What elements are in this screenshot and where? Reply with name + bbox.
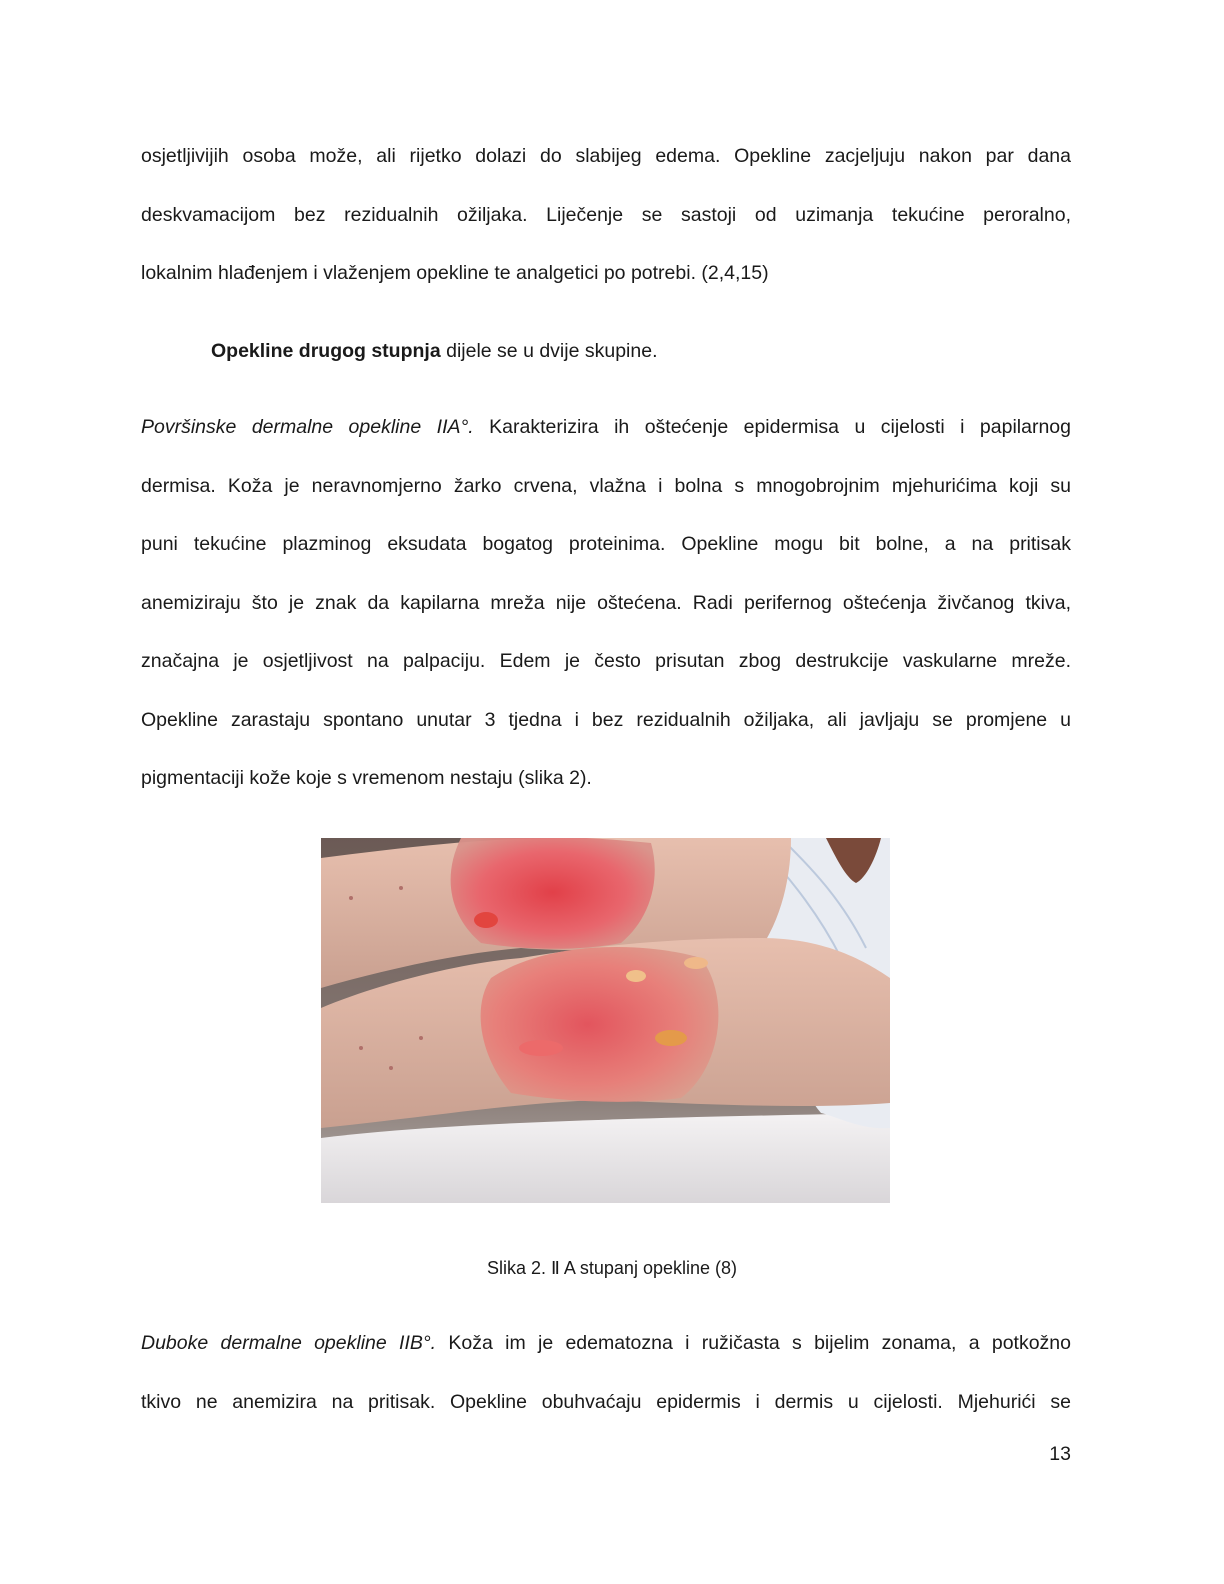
line-text: Koža im je edematozna i ružičasta s bijelim zonama, a potkožno [436, 1332, 1071, 1354]
page-number: 13 [1049, 1443, 1071, 1465]
line-text: Karakterizira ih oštećenje epidermisa u cijelosti i papilarnog [473, 416, 1071, 438]
text-line: deskvamacijom bez rezidualnih ožiljaka. Liječenje se sastoji od uzimanja tekućine peroralno, [141, 203, 1071, 226]
paragraph-second-degree-intro [211, 322, 1071, 381]
text-line [211, 322, 1071, 381]
text-line: pigmentaciji kože koje s vremenom nestaju (slika 2). [141, 767, 592, 789]
text-line: osjetljivijih osoba može, ali rijetko dolazi do slabijeg edema. Opekline zacjeljuju nakon par dana [141, 145, 1071, 167]
text-line [141, 398, 1071, 457]
text-line: puni tekućine plazminog eksudata bogatog proteinima. Opekline mogu bit bolne, a na pritisak [141, 533, 1071, 555]
burn-photo-illustration [321, 838, 890, 1203]
italic-term: Površinske dermalne opekline IIA°. [141, 416, 474, 438]
intro-text: dijele se u dvije skupine. [440, 340, 658, 362]
bold-heading: Opekline drugog stupnja [211, 340, 441, 362]
text-line [141, 1314, 1071, 1373]
italic-term: Duboke dermalne opekline IIB°. [141, 1332, 437, 1354]
text-line: Opekline zarastaju spontano unutar 3 tjedna i bez rezidualnih ožiljaka, ali javljaju se promjene u [141, 708, 1071, 731]
paragraph-superficial-dermal-burns [141, 398, 1071, 808]
text-line: lokalnim hlađenjem i vlaženjem opekline te analgetici po potrebi. (2,4,15) [141, 262, 769, 284]
figure-burn-photo [321, 838, 890, 1203]
text-line: anemiziraju što je znak da kapilarna mreža nije oštećena. Radi perifernog oštećenja živčanog tkiva, [141, 591, 1071, 614]
paragraph-first-degree-continuation [141, 127, 1071, 303]
paragraph-deep-dermal-burns [141, 1314, 1071, 1431]
figure-caption: Slika 2. Ⅱ A stupanj opekline (8) [486, 1258, 737, 1278]
text-line: značajna je osjetljivost na palpaciju. Edem je često prisutan zbog destrukcije vaskularne mreže. [141, 650, 1071, 672]
text-line: dermisa. Koža je neravnomjerno žarko crvena, vlažna i bolna s mnogobrojnim mjehurićima koji su [141, 474, 1071, 497]
text-line: tkivo ne anemizira na pritisak. Opekline obuhvaćaju epidermis i dermis u cijelosti. Mjehurići se [141, 1390, 1071, 1413]
